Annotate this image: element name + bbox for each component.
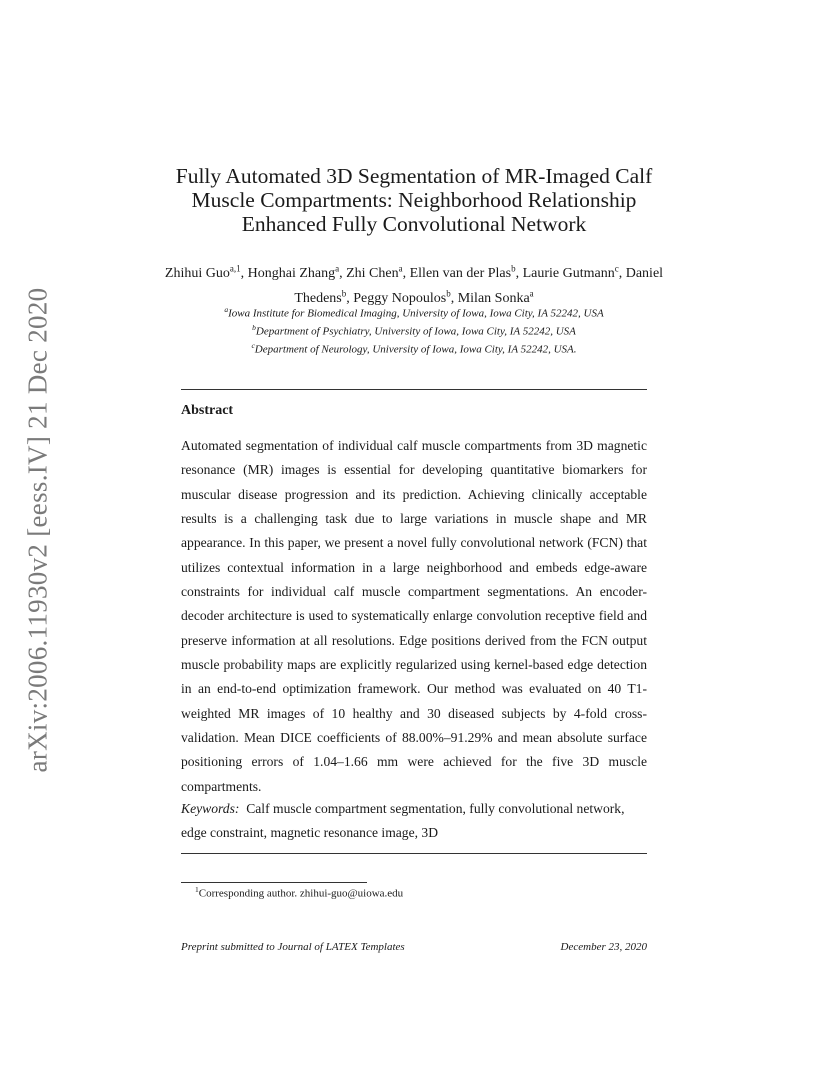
author: Zhi Chen$^a$, — [346, 263, 410, 281]
abstract-bottom-rule — [181, 853, 647, 854]
keywords-text: Calf muscle compartment segmentation, fully convolutional network, edge constraint, magnetic resonance image, 3D — [181, 801, 625, 841]
author: Ellen van der Plas$^b$, — [409, 263, 523, 281]
paper-title: Fully Automated 3D Segmentation of MR-Imaged Calf Muscle Compartments: Neighborhood Relationship Enhanced Fully Convolutional Network — [175, 164, 653, 236]
arxiv-identifier-text: arXiv:2006.11930v2 [eess.IV] 21 Dec 2020 — [22, 287, 53, 773]
abstract-heading: Abstract — [181, 403, 234, 418]
author: Zhihui Guo$^{a,1}$, — [164, 263, 248, 281]
arxiv-identifier-stamp — [20, 280, 56, 780]
abstract-top-rule — [181, 389, 647, 390]
author: Milan Sonka$^a$ — [457, 288, 534, 307]
footnote: $^1$Corresponding author. zhihui-guo@uiowa.edu — [195, 885, 404, 900]
author: Daniel Thedens$^b$, — [294, 265, 664, 307]
footer-preprint-note: Preprint submitted to Journal of LATEX Templates — [181, 941, 405, 953]
affiliation: $^a$Iowa Institute for Biomedical Imaging, University of Iowa, Iowa City, IA 52242, USA — [224, 305, 604, 320]
affiliation: $^c$Department of Neurology, University of Iowa, Iowa City, IA 52242, USA. — [251, 341, 577, 356]
affiliation: $^b$Department of Psychiatry, University of Iowa, Iowa City, IA 52242, USA — [252, 323, 576, 338]
author: Peggy Nopoulos$^b$, — [353, 288, 458, 307]
footnote-rule — [181, 882, 367, 883]
author: Laurie Gutmann$^c$, — [522, 263, 626, 281]
keywords — [181, 797, 647, 846]
author-list — [150, 258, 678, 309]
author: Honghai Zhang$^a$, — [247, 263, 347, 281]
keywords-label: Keywords: — [181, 801, 240, 816]
abstract-body: Automated segmentation of individual calf muscle compartments from 3D magnetic resonance (MR) images is essential for developing quantitative biomarkers for muscular disease progression and its prediction. Achieving clinically acceptable results is a challenging task due to large variations in muscle shape and MR appearance. In this paper, we present a novel fully convolutional network (FCN) that utilizes contextual information in a large neighborhood and embeds edge-aware constraints for individual calf muscle compartment segmentations. An encoder-decoder architecture is used to systematically enlarge convolution receptive field and preserve information at all resolutions. Edge positions derived from the FCN output muscle probability maps are explicitly regularized using kernel-based edge detection in an end-to-end optimization framework. Our method was evaluated on 40 T1-weighted MR images of 10 healthy and 30 diseased subjects by 4-fold cross-validation. Mean DICE coefficients of 88.00%–91.29% and mean absolute surface positioning errors of 1.04–1.66 mm were achieved for the five 3D muscle compartments. — [181, 438, 647, 794]
footer-date: December 23, 2020 — [560, 941, 647, 953]
footnote-text: Corresponding author. zhihui-guo@uiowa.edu — [198, 887, 404, 900]
affiliation-list — [150, 303, 678, 357]
